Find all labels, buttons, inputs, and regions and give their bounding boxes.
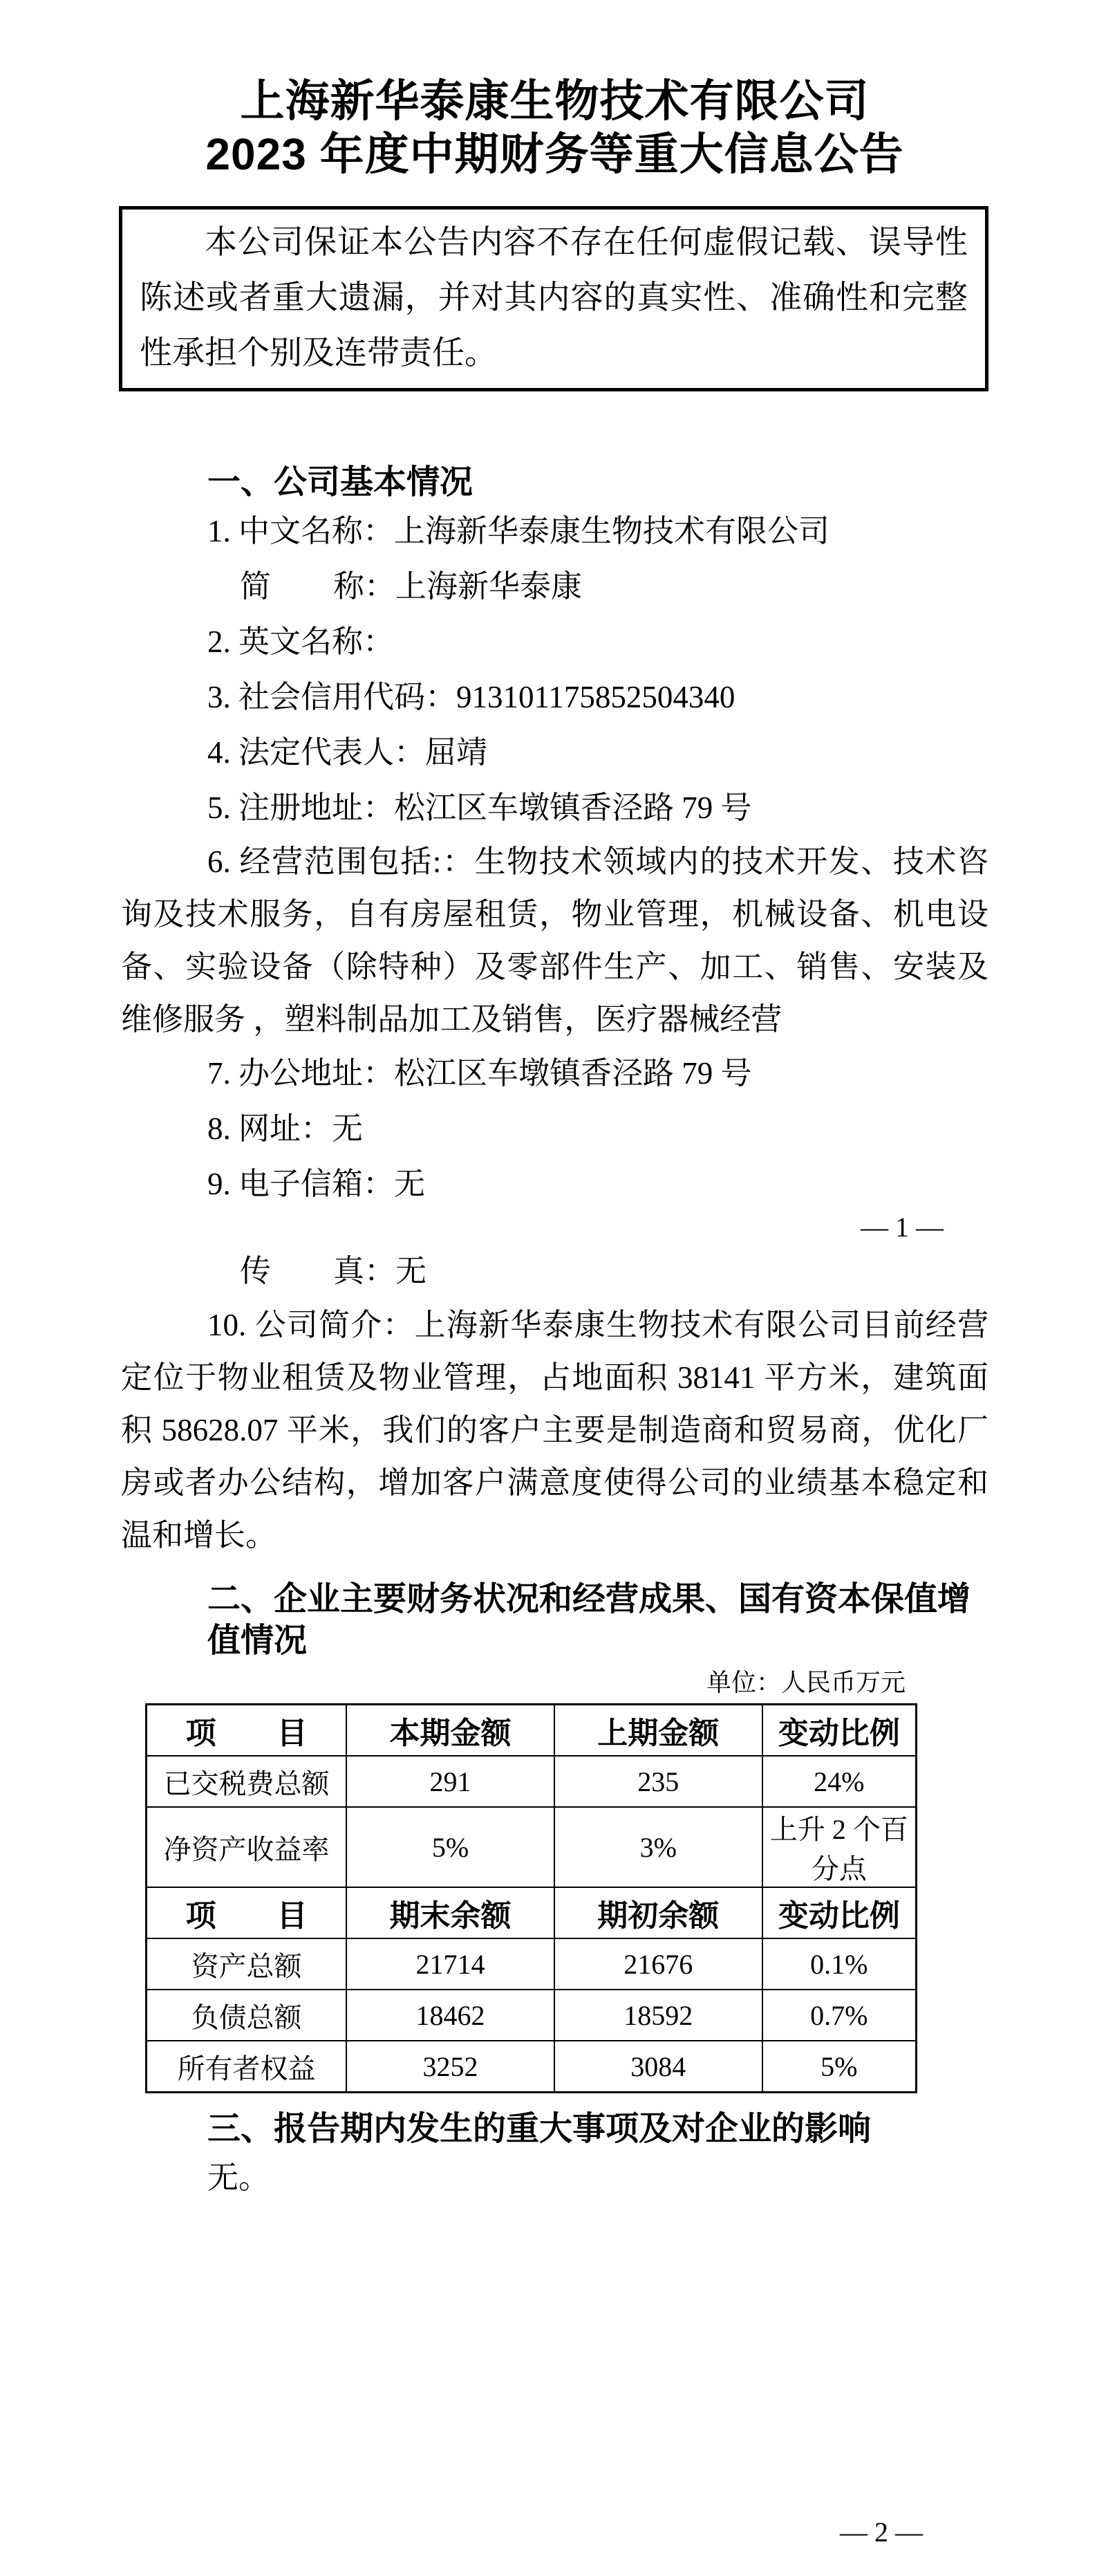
table-row bbox=[147, 1756, 917, 1807]
notice-box bbox=[119, 206, 988, 391]
table-cell: 变动比例 bbox=[762, 1887, 917, 1938]
item-legal-representative: 4. 法定代表人：屈靖 bbox=[207, 735, 488, 770]
table-row bbox=[147, 1990, 917, 2041]
table-cell: 项 目 bbox=[147, 1705, 347, 1757]
table-cell: 3084 bbox=[554, 2041, 762, 2093]
item-chinese-name: 1. 中文名称：上海新华泰康生物技术有限公司 bbox=[207, 514, 830, 548]
item-english-name: 2. 英文名称： bbox=[207, 624, 395, 659]
financial-table bbox=[145, 1703, 917, 2093]
table-row bbox=[147, 2041, 917, 2093]
table-cell: 3252 bbox=[346, 2041, 554, 2093]
table-cell: 5% bbox=[346, 1807, 554, 1887]
table-cell: 净资产收益率 bbox=[147, 1807, 347, 1887]
section1-heading: 一、公司基本情况 bbox=[207, 464, 474, 501]
table-cell: 5% bbox=[762, 2041, 917, 2093]
section3-heading: 三、报告期内发生的重大事项及对企业的影响 bbox=[207, 2111, 872, 2147]
item-business-scope: 6. 经营范围包括:：生物技术领域内的技术开发、技术咨询及技术服务，自有房屋租赁，物业管理，机械设备、机电设备、实验设备（除特种）及零部件生产、加工、销售、安装及维修服务 ，塑料制品加工及销售，医疗器械经营 bbox=[121, 844, 988, 1037]
item-short-name: 简 称：上海新华泰康 bbox=[240, 569, 583, 604]
item-office-address: 7. 办公地址：松江区车墩镇香泾路 79 号 bbox=[207, 1056, 752, 1091]
doc-title-line2: 2023 年度中期财务等重大信息公告 bbox=[205, 129, 904, 179]
table-cell: 0.7% bbox=[762, 1990, 917, 2041]
table-cell: 24% bbox=[762, 1756, 917, 1807]
table-cell: 所有者权益 bbox=[147, 2041, 347, 2093]
unit-note: 单位：人民币万元 bbox=[706, 1669, 906, 1696]
table-cell: 21714 bbox=[346, 1938, 554, 1990]
table-cell: 235 bbox=[554, 1756, 762, 1807]
page-1-number: — 1 — bbox=[861, 1212, 944, 1243]
table-cell: 18462 bbox=[346, 1990, 554, 2041]
section2-heading: 二、企业主要财务状况和经营成果、国有资本保值增值情况 bbox=[207, 1581, 971, 1659]
table-cell: 18592 bbox=[554, 1990, 762, 2041]
table-cell: 负债总额 bbox=[147, 1990, 347, 2041]
doc-title-line1: 上海新华泰康生物技术有限公司 bbox=[240, 76, 870, 126]
item-email: 9. 电子信箱：无 bbox=[207, 1167, 426, 1201]
section3-body: 无。 bbox=[207, 2160, 270, 2195]
table-cell: 上期金额 bbox=[554, 1705, 762, 1757]
table-header-row bbox=[147, 1887, 917, 1938]
table-cell: 291 bbox=[346, 1756, 554, 1807]
table-cell: 变动比例 bbox=[762, 1705, 917, 1757]
table-cell: 期初余额 bbox=[554, 1887, 762, 1938]
table-cell: 项 目 bbox=[147, 1887, 347, 1938]
table-cell: 期末余额 bbox=[346, 1887, 554, 1938]
table-header-row bbox=[147, 1705, 917, 1757]
notice-text: 本公司保证本公告内容不存在任何虚假记载、误导性陈述或者重大遗漏，并对其内容的真实性、准确性和完整性承担个别及连带责任。 bbox=[140, 225, 968, 371]
table-row bbox=[147, 1807, 917, 1887]
table-row bbox=[147, 1938, 917, 1990]
item-company-profile: 10. 公司简介：上海新华泰康生物技术有限公司目前经营定位于物业租赁及物业管理，占地面积 38141 平方米，建筑面积 58628.07 平米，我们的客户主要是制造商和贸易商，优化厂房或者办公结构，增加客户满意度使得公司的业绩基本稳定和温和增长。 bbox=[121, 1308, 988, 1553]
table-cell: 3% bbox=[554, 1807, 762, 1887]
table-cell: 21676 bbox=[554, 1938, 762, 1990]
table-cell: 已交税费总额 bbox=[147, 1756, 347, 1807]
table-cell: 本期金额 bbox=[346, 1705, 554, 1757]
item-credit-code: 3. 社会信用代码：913101175852504340 bbox=[207, 680, 735, 714]
item-registered-address: 5. 注册地址：松江区车墩镇香泾路 79 号 bbox=[207, 790, 752, 825]
item-website: 8. 网址：无 bbox=[207, 1111, 364, 1146]
table-cell: 资产总额 bbox=[147, 1938, 347, 1990]
table-cell: 0.1% bbox=[762, 1938, 917, 1990]
page-2-number: — 2 — bbox=[840, 2517, 923, 2548]
table-cell: 上升 2 个百分点 bbox=[762, 1807, 917, 1887]
item-fax: 传 真：无 bbox=[240, 1254, 427, 1288]
